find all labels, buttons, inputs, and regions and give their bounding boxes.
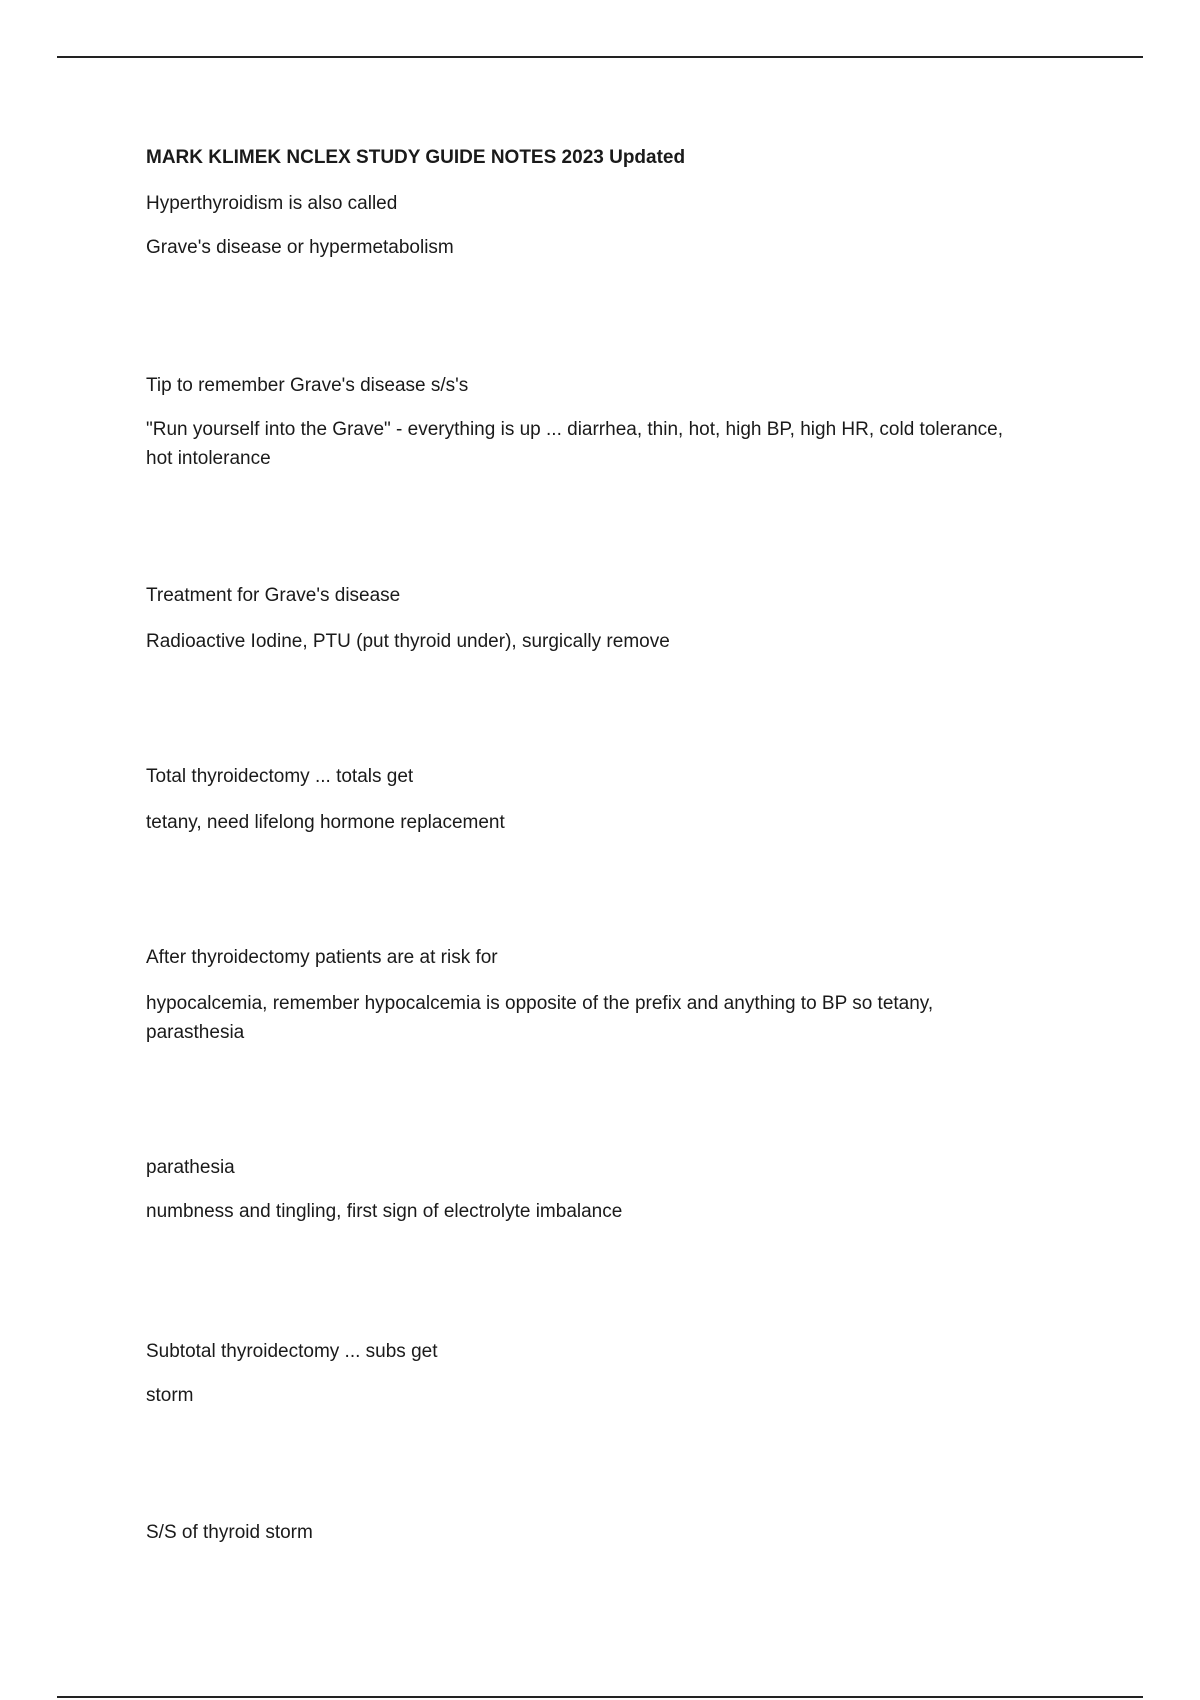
card-8-question: S/S of thyroid storm [146, 1522, 313, 1543]
card-1-answer: Grave's disease or hypermetabolism [146, 237, 454, 258]
card-7-answer: storm [146, 1385, 194, 1406]
card-3-question: Treatment for Grave's disease [146, 585, 401, 606]
card-7-question: Subtotal thyroidectomy ... subs get [146, 1341, 438, 1362]
card-3-answer: Radioactive Iodine, PTU (put thyroid under), surgically remove [146, 631, 670, 652]
card-5-question: After thyroidectomy patients are at risk for [146, 947, 498, 968]
card-2-answer: "Run yourself into the Grave" - everything is up ... diarrhea, thin, hot, high BP, high HR, cold tolerance, hot intolerance [146, 419, 1003, 469]
card-5-answer: hypocalcemia, remember hypocalcemia is opposite of the prefix and anything to BP so tetany, parasthesia [146, 993, 934, 1043]
top-divider [57, 56, 1143, 58]
card-6-question: parathesia [146, 1157, 235, 1178]
bottom-divider [57, 1696, 1143, 1698]
card-2-question: Tip to remember Grave's disease s/s's [146, 375, 469, 396]
card-4-question: Total thyroidectomy ... totals get [146, 766, 414, 787]
document-title: MARK KLIMEK NCLEX STUDY GUIDE NOTES 2023 Updated [146, 147, 686, 168]
card-4-answer: tetany, need lifelong hormone replacement [146, 812, 505, 833]
card-6-answer: numbness and tingling, first sign of electrolyte imbalance [146, 1201, 623, 1222]
card-1-question: Hyperthyroidism is also called [146, 193, 398, 214]
